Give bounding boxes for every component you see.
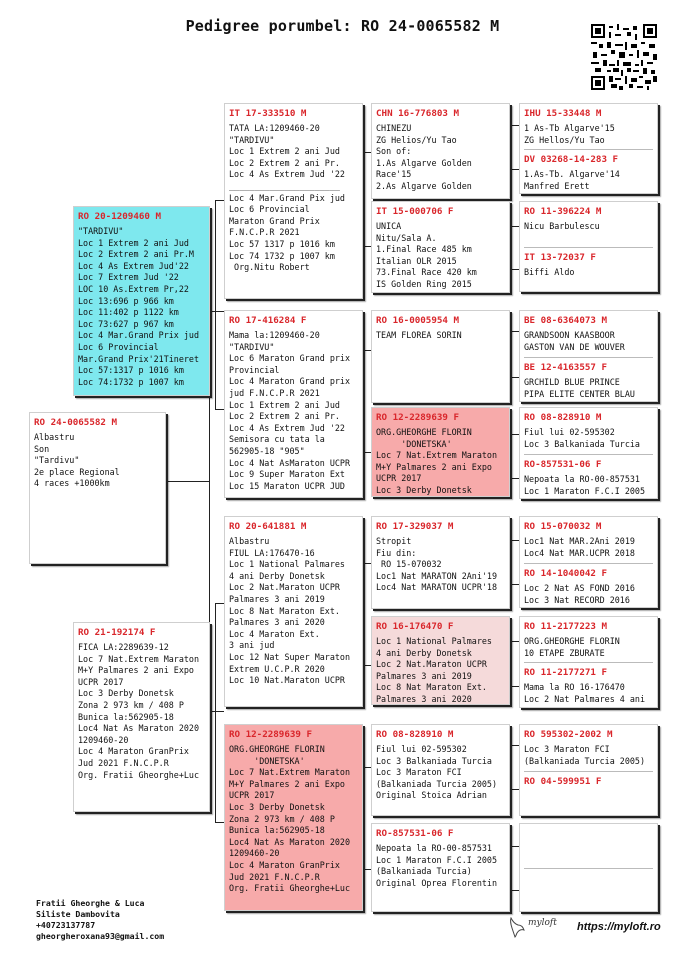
ggp-ring: RO 16-176470 F bbox=[376, 621, 454, 632]
gggp-entry[interactable] bbox=[520, 663, 657, 705]
ggp-ring: CHN 16-776803 M bbox=[376, 108, 459, 119]
detail-line: Loc 13:696 p 966 km bbox=[78, 295, 174, 306]
detail-line: Org. Fratii Gheorghe+Luc bbox=[78, 769, 200, 780]
ggp-ring: RO 16-0005954 M bbox=[376, 315, 459, 326]
great-grandparent-card[interactable] bbox=[371, 310, 510, 403]
detail-line: Son of: bbox=[376, 146, 412, 157]
detail-line: 4 ani Derby Donetsk bbox=[376, 647, 472, 658]
gggp-ring: RO 15-070032 M bbox=[524, 521, 602, 532]
website-link[interactable]: https://myloft.ro bbox=[577, 921, 661, 933]
detail-line: Loc 4 Nat AsMaraton UCPR bbox=[229, 457, 351, 468]
detail-line: Loc 1 Maraton F.C.I 2005 bbox=[376, 854, 498, 865]
detail-line: Loc 3 Derby Donetsk bbox=[229, 801, 325, 812]
great-grandparent-card[interactable] bbox=[371, 201, 510, 293]
breeder-email[interactable]: gheorgheroxana93@gmail.com bbox=[36, 931, 165, 941]
detail-line: Biffi Aldo bbox=[524, 267, 575, 277]
detail-line: Loc 4 Mar.Grand Prix jud bbox=[78, 330, 200, 341]
connector-line bbox=[510, 745, 519, 790]
gggp-entry[interactable] bbox=[520, 869, 657, 876]
detail-line: GRANDSOON KAASBOOR bbox=[524, 330, 615, 340]
connector-line bbox=[362, 767, 371, 870]
connector-line bbox=[362, 350, 371, 453]
grandparent-card[interactable] bbox=[224, 516, 363, 707]
detail-line: Original Oprea Florentin bbox=[376, 877, 498, 888]
dam-details bbox=[78, 642, 205, 781]
detail-line: Loc 1 Extrem 2 ani Jud bbox=[78, 237, 189, 248]
gggp-entry[interactable] bbox=[520, 248, 657, 279]
detail-line: Loc 2 Extrem 2 ani Pr. bbox=[229, 157, 340, 168]
detail-line: Loc 2 Extrem 2 ani Pr.M bbox=[78, 249, 194, 260]
detail-line: Loc 6 Provincial bbox=[78, 341, 159, 352]
detail-line: Loc 2 Extrem 2 ani Pr. bbox=[229, 411, 340, 422]
gp-ring: IT 17-333510 M bbox=[229, 108, 307, 119]
detail-line: Loc 1 Maraton F.C.I 2005 bbox=[524, 485, 646, 496]
detail-line: Loc 4 As Extrem Jud '22 bbox=[229, 422, 345, 433]
detail-line: Albastru bbox=[229, 536, 270, 546]
detail-line: Jud 2021 F.N.C.P.R bbox=[229, 871, 320, 882]
detail-line: GRCHILD BLUE PRINCE bbox=[524, 377, 620, 387]
detail-line: Loc 6 Provincial bbox=[229, 204, 310, 215]
detail-line: Nepoata la RO-00-857531 bbox=[524, 474, 640, 484]
ggp-details bbox=[376, 330, 505, 342]
detail-line: Fiul lui 02-595302 bbox=[524, 427, 615, 437]
gggp-entry[interactable] bbox=[520, 311, 657, 353]
detail-line: ______________________ bbox=[229, 180, 340, 191]
logo-text: myloft bbox=[528, 918, 557, 928]
ggp-details bbox=[376, 843, 505, 889]
detail-line: "Tardivu" bbox=[34, 455, 80, 466]
detail-line: Mama la RO 16-176470 bbox=[524, 682, 625, 692]
connector-line bbox=[362, 152, 371, 247]
detail-line: Nicu Barbulescu bbox=[524, 221, 600, 231]
detail-line: 1209460-20 bbox=[229, 848, 280, 859]
gp-ring: RO 17-416284 F bbox=[229, 315, 307, 326]
gggp-entry[interactable] bbox=[520, 725, 657, 767]
ggp-ring: RO 17-329037 M bbox=[376, 521, 454, 532]
detail-line: Loc4 Nat MARATON UCPR'18 bbox=[376, 582, 498, 593]
connector-line bbox=[510, 226, 519, 270]
detail-line: 4 races +1000km bbox=[34, 478, 110, 489]
detail-line: FIUL LA:176470-16 bbox=[229, 547, 315, 558]
connector-line bbox=[510, 125, 519, 170]
detail-line: Loc 7 Nat.Extrem Maraton bbox=[229, 767, 351, 778]
detail-line: 'DONETSKA' bbox=[376, 438, 452, 449]
gggp-ring: RO 04-599951 F bbox=[524, 776, 602, 787]
ggg-pair-card bbox=[519, 516, 658, 608]
detail-line: jud F.N.C.P.R 2021 bbox=[229, 387, 320, 398]
detail-line: Maraton Grand Prix bbox=[229, 215, 320, 226]
gggp-entry[interactable] bbox=[520, 824, 657, 831]
detail-line: TATA LA:1209460-20 bbox=[229, 123, 320, 133]
connector-line bbox=[215, 200, 224, 410]
detail-line: UCPR 2017 bbox=[376, 473, 422, 484]
detail-line: Loc 3 Balkaniada Turcia bbox=[524, 438, 640, 449]
detail-line: 73.Final Race 420 km bbox=[376, 267, 477, 278]
detail-line: Loc 7 Nat.Extrem Maraton bbox=[78, 653, 200, 664]
detail-line: GASTON VAN DE WOUVER bbox=[524, 341, 625, 352]
detail-line: Loc 4 Mar.Grand Pix jud bbox=[229, 192, 345, 203]
detail-line: Loc 2 Nat.Maraton UCPR bbox=[376, 659, 487, 670]
gggp-entry[interactable] bbox=[520, 517, 657, 559]
detail-line: Loc4 Nat As Maraton 2020 bbox=[229, 836, 351, 847]
ggp-details bbox=[376, 744, 505, 802]
detail-line: "TARDIVU" bbox=[229, 341, 275, 352]
detail-line: Loc 15 Maraton UCPR JUD bbox=[229, 480, 345, 491]
detail-line: UNICA bbox=[376, 221, 402, 231]
detail-line: Loc 4 As Extrem Jud '22 bbox=[229, 169, 345, 180]
detail-line: Loc 3 Derby Donetsk bbox=[376, 484, 472, 495]
detail-line: Loc 74 1732 p 1007 km bbox=[229, 250, 335, 261]
detail-line: Loc 57:1317 p 1016 km bbox=[78, 365, 184, 376]
detail-line: Loc4 Nat As Maraton 2020 bbox=[78, 723, 200, 734]
gggp-ring: BE 08-6364073 M bbox=[524, 315, 607, 326]
detail-line: Bunica la:562905-18 bbox=[78, 711, 174, 722]
detail-line: "TARDIVU" bbox=[229, 134, 275, 145]
detail-line: UCPR 2017 bbox=[229, 790, 275, 801]
ggp-ring: RO-857531-06 F bbox=[376, 828, 454, 839]
great-grandparent-card[interactable] bbox=[371, 407, 510, 497]
ggg-pair-card bbox=[519, 407, 658, 499]
detail-line: ORG.GHEORGHE FLORIN bbox=[229, 744, 325, 754]
detail-line: Loc 7 Extrem Jud '22 bbox=[78, 272, 179, 283]
detail-line: 1.Final Race 485 km bbox=[376, 244, 472, 255]
connector-line bbox=[215, 603, 224, 823]
detail-line: Loc1 Nat MAR.2Ani 2019 bbox=[524, 536, 635, 546]
detail-line: 'DONETSKA' bbox=[229, 755, 305, 766]
detail-line: Loc 3 Maraton FCI bbox=[376, 767, 462, 778]
detail-line: ZG Hellos/Yu Tao bbox=[524, 134, 605, 145]
subject-card[interactable] bbox=[29, 412, 166, 564]
detail-line: Manfred Erett bbox=[524, 180, 590, 191]
subject-details bbox=[34, 432, 161, 490]
detail-line: Loc 4 As Extrem Jud'22 bbox=[78, 260, 189, 271]
detail-line: Loc 4 Maraton GranPrix bbox=[78, 746, 189, 757]
detail-line: LOC 10 As.Extrem Pr,22 bbox=[78, 283, 189, 294]
detail-line: Loc1 Nat MARATON 2Ani'19 bbox=[376, 570, 498, 581]
gggp-entry[interactable] bbox=[520, 202, 657, 233]
grandparent-card[interactable] bbox=[224, 103, 363, 299]
connector-line bbox=[510, 540, 519, 585]
ggp-ring: RO 12-2289639 F bbox=[376, 412, 459, 423]
connector-line bbox=[510, 846, 519, 891]
dam-card[interactable] bbox=[73, 622, 210, 812]
detail-line: Provincial bbox=[229, 364, 280, 375]
gggp-entry[interactable] bbox=[520, 617, 657, 659]
detail-line: Loc 10 Nat.Maraton UCPR bbox=[229, 675, 345, 686]
detail-line: Italian OLR 2015 bbox=[376, 255, 457, 266]
ggg-pair-card bbox=[519, 310, 658, 402]
detail-line: Loc 11:402 p 1122 km bbox=[78, 307, 179, 318]
detail-line: UCPR 2017 bbox=[78, 676, 124, 687]
detail-line: RO 15-070032 bbox=[376, 559, 442, 570]
detail-line: F.N.C.P.R 2021 bbox=[229, 227, 300, 238]
detail-line: Loc 73:627 p 967 km bbox=[78, 318, 174, 329]
detail-line: Org.Nitu Robert bbox=[229, 262, 310, 273]
great-grandparent-card[interactable] bbox=[371, 823, 510, 912]
detail-line: Loc 8 Nat Maraton Ext. bbox=[229, 605, 340, 616]
gggp-entry[interactable] bbox=[520, 564, 657, 606]
great-grandparent-card[interactable] bbox=[371, 103, 510, 199]
gggp-entry[interactable] bbox=[520, 455, 657, 497]
detail-line: Loc 4 Maraton GranPrix bbox=[229, 859, 340, 870]
detail-line: Jud 2021 F.N.C.P.R bbox=[78, 757, 169, 768]
detail-line: Loc 1 National Palmares bbox=[229, 559, 345, 570]
detail-line: Org. Fratii Gheorghe+Luc bbox=[229, 883, 351, 894]
gggp-ring: IHU 15-33448 M bbox=[524, 108, 602, 119]
detail-line: Son bbox=[34, 443, 50, 454]
detail-line: Zona 2 973 km / 408 P bbox=[78, 699, 184, 710]
detail-line: M+Y Palmares 2 ani Expo bbox=[229, 778, 345, 789]
detail-line: Loc 8 Nat Maraton Ext. bbox=[376, 682, 487, 693]
gggp-ring: RO-857531-06 F bbox=[524, 459, 602, 470]
sire-ring: RO 20-1209460 M bbox=[78, 211, 161, 222]
gp-details bbox=[229, 744, 358, 895]
dam-ring: RO 21-192174 F bbox=[78, 627, 156, 638]
sire-card[interactable] bbox=[73, 206, 210, 396]
detail-line: Loc 4 Maraton Grand prix bbox=[229, 376, 351, 387]
detail-line: Loc 7 Nat.Extrem Maraton bbox=[376, 450, 498, 461]
detail-line: CHINEZU bbox=[376, 123, 412, 133]
ggp-ring: RO 08-828910 M bbox=[376, 729, 454, 740]
detail-line: Loc 74:1732 p 1007 km bbox=[78, 376, 184, 387]
detail-line: Loc 9 Super Maraton Ext bbox=[229, 469, 345, 480]
detail-line: Loc 4 Maraton Ext. bbox=[229, 628, 320, 639]
detail-line: Fiu din: bbox=[376, 547, 417, 558]
connector-line bbox=[510, 641, 519, 687]
detail-line: 3 ani jud bbox=[229, 640, 275, 651]
ggp-details bbox=[376, 221, 505, 291]
detail-line: (Balkaniada Turcia 2005) bbox=[376, 778, 498, 789]
detail-line: Mama la:1209460-20 bbox=[229, 330, 320, 340]
gggp-ring: RO 11-2177271 F bbox=[524, 667, 607, 678]
great-grandparent-card[interactable] bbox=[371, 516, 510, 609]
detail-line: Extrem U.C.P.R 2020 bbox=[229, 663, 325, 674]
gggp-entry[interactable] bbox=[520, 408, 657, 450]
gp-details bbox=[229, 330, 358, 492]
ggp-details bbox=[376, 636, 505, 705]
detail-line: Loc 3 Nat RECORD 2016 bbox=[524, 594, 630, 605]
detail-line: 4 ani Derby Donetsk bbox=[229, 570, 325, 581]
detail-line: Nitu/Sala A. bbox=[376, 232, 437, 243]
detail-line: "TARDIVU" bbox=[78, 226, 124, 236]
detail-line: Zona 2 973 km / 408 P bbox=[229, 813, 335, 824]
grandparent-card[interactable] bbox=[224, 310, 363, 498]
gggp-ring: DV 03268-14-283 F bbox=[524, 154, 619, 165]
connector-line bbox=[510, 331, 519, 378]
detail-line: Loc 12 Nat Super Maraton bbox=[229, 651, 351, 662]
detail-line: Loc 2 Nat Palmares 4 ani bbox=[524, 693, 646, 704]
gggp-ring: RO 08-828910 M bbox=[524, 412, 602, 423]
gggp-ring: RO 11-396224 M bbox=[524, 206, 602, 217]
dove-logo-icon bbox=[508, 916, 526, 938]
ggg-pair-card bbox=[519, 201, 658, 292]
detail-line: M+Y Palmares 2 ani Expo bbox=[376, 461, 492, 472]
gggp-ring: IT 13-72037 F bbox=[524, 252, 596, 263]
detail-line: Loc4 Nat MAR.UCPR 2018 bbox=[524, 547, 635, 558]
gp-ring: RO 20-641881 M bbox=[229, 521, 307, 532]
detail-line: Loc 1 Extrem 2 ani Jud bbox=[229, 146, 340, 157]
gggp-ring: RO 595302-2002 M bbox=[524, 729, 613, 740]
detail-line: Palmares 3 ani 2019 bbox=[229, 593, 325, 604]
connector-line bbox=[166, 481, 209, 482]
detail-line: 10 ETAPE ZBURATE bbox=[524, 647, 605, 658]
detail-line: 1.As-Tb. Algarve'14 bbox=[524, 169, 620, 179]
detail-line: Original Stoica Adrian bbox=[376, 790, 487, 801]
gggp-ring: BE 12-4163557 F bbox=[524, 362, 607, 373]
detail-line: Palmares 3 ani 2020 bbox=[229, 617, 325, 628]
gggp-ring: RO 11-2177223 M bbox=[524, 621, 607, 632]
ggp-details bbox=[376, 536, 505, 594]
detail-line: Palmares 3 ani 2019 bbox=[376, 670, 472, 681]
detail-line: (Balkaniada Turcia) bbox=[376, 866, 472, 877]
breeder-location: Siliste Dambovita bbox=[36, 909, 120, 919]
ggg-pair-card bbox=[519, 103, 658, 194]
gp-ring: RO 12-2289639 F bbox=[229, 729, 312, 740]
detail-line: FICA LA:2289639-12 bbox=[78, 642, 169, 652]
ggp-ring: IT 15-000706 F bbox=[376, 206, 454, 217]
detail-line: 2e place Regional bbox=[34, 466, 120, 477]
detail-line: M+Y Palmares 2 ani Expo bbox=[78, 665, 194, 676]
grandparent-card[interactable] bbox=[224, 724, 363, 911]
detail-line: Loc 57 1317 p 1016 km bbox=[229, 238, 335, 249]
detail-line: Palmares 3 ani 2020 bbox=[376, 693, 472, 704]
breeder-phone: +40723137787 bbox=[36, 920, 96, 930]
detail-line: Semisora cu tata la bbox=[229, 434, 325, 445]
detail-line: 1.As Algarve Golden bbox=[376, 157, 472, 168]
detail-line: Albastru bbox=[34, 432, 75, 442]
gp-details bbox=[229, 123, 358, 274]
detail-line: ORG.GHEORGHE FLORIN bbox=[524, 636, 620, 646]
detail-line: Loc 2 Nat AS FOND 2016 bbox=[524, 583, 635, 593]
page-title: Pedigree porumbel: RO 24-0065582 M bbox=[185, 17, 500, 35]
ggg-pair-card bbox=[519, 724, 658, 816]
connector-line bbox=[510, 434, 519, 479]
detail-line: IS Golden Ring 2015 bbox=[376, 278, 472, 289]
subject-ring: RO 24-0065582 M bbox=[34, 417, 117, 428]
detail-line: Stropit bbox=[376, 536, 412, 546]
detail-line: Loc 3 Derby Donetsk bbox=[78, 688, 174, 699]
detail-line: Fiul lui 02-595302 bbox=[376, 744, 467, 754]
detail-line: TEAM FLOREA SORIN bbox=[376, 330, 462, 340]
detail-line: Mar.Grand Prix'21Tineret bbox=[78, 353, 200, 364]
detail-line: Loc 1 National Palmares bbox=[376, 636, 492, 646]
detail-line: Loc 3 Maraton FCI bbox=[524, 744, 610, 754]
detail-line: Bunica la:562905-18 bbox=[229, 825, 325, 836]
breeder-info bbox=[36, 898, 164, 942]
detail-line: 2.As Algarve Golden bbox=[376, 180, 472, 191]
detail-line: PIPA ELITE CENTER BLAU bbox=[524, 388, 635, 399]
great-grandparent-card[interactable] bbox=[371, 616, 510, 705]
gggp-entry[interactable] bbox=[520, 358, 657, 400]
gggp-ring: RO 14-1040042 F bbox=[524, 568, 607, 579]
detail-line: 1 As-Tb Algarve'15 bbox=[524, 123, 615, 133]
detail-line: Loc 2 Nat.Maraton UCPR bbox=[229, 582, 340, 593]
ggp-details bbox=[376, 123, 505, 193]
qr-code-icon bbox=[591, 24, 657, 90]
detail-line: Loc 3 Balkaniada Turcia bbox=[376, 755, 492, 766]
ggp-details bbox=[376, 427, 505, 497]
detail-line: Nepoata la RO-00-857531 bbox=[376, 843, 492, 853]
detail-line: 1209460-20 bbox=[78, 734, 129, 745]
detail-line: 562905-18 "905" bbox=[229, 445, 305, 456]
gggp-entry[interactable] bbox=[520, 772, 657, 791]
detail-line: ZG Helios/Yu Tao bbox=[376, 134, 457, 145]
great-grandparent-card[interactable] bbox=[371, 724, 510, 816]
gp-details bbox=[229, 536, 358, 687]
breeder-name: Fratii Gheorghe & Luca bbox=[36, 898, 145, 908]
gggp-entry[interactable] bbox=[520, 150, 657, 192]
gggp-entry[interactable] bbox=[520, 104, 657, 146]
detail-line: Race'15 bbox=[376, 169, 412, 180]
connector-line bbox=[362, 563, 371, 666]
detail-line: (Balkaniada Turcia 2005) bbox=[524, 755, 646, 766]
detail-line: Loc 1 Extrem 2 ani Jud bbox=[229, 399, 340, 410]
detail-line: Loc 6 Maraton Grand prix bbox=[229, 353, 351, 364]
sire-details bbox=[78, 226, 205, 388]
ggg-pair-card bbox=[519, 616, 658, 708]
ggg-pair-card bbox=[519, 823, 658, 912]
detail-line: ORG.GHEORGHE FLORIN bbox=[376, 427, 472, 437]
